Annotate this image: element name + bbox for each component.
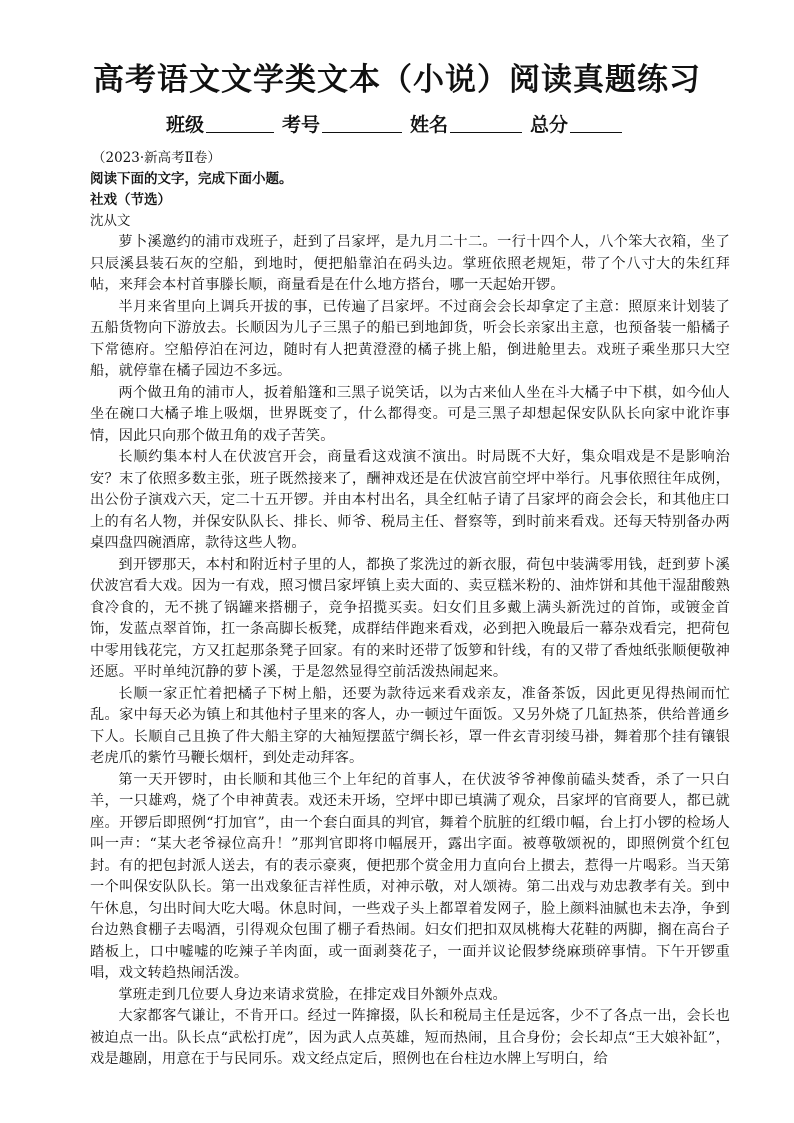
passage-paragraph: 萝卜溪邀约的浦市戏班子，赶到了吕家坪，是九月二十二。一行十四个人，八个笨大衣箱，坐了只辰溪县装石灰的空船，到地时，便把船靠泊在码头边。掌班依照老规矩，带了个八寸大的朱红拜帖，来拜会本村首事滕长顺，商量看是在什么地方搭台，哪一天起始开锣。 <box>90 234 730 293</box>
passage-body <box>90 232 730 1071</box>
passage-paragraph: 大家都客气谦让，不肯开口。经过一阵撺掇，队长和税局主任是远客，少不了各点一出，会长也被迫点一出。队长点“武松打虎”，因为武人点英雄，短而热闹，且合身份；会长却点“王大娘补缸”，戏是趣剧，用意在于与民同乐。戏文经点定后，照例也在台柱边水牌上写明白，给 <box>90 1008 730 1067</box>
passage-paragraph: 到开锣那天，本村和附近村子里的人，都换了浆洗过的新衣服，荷包中装满零用钱，赶到萝卜溪伏波宫看大戏。因为一有戏，照习惯吕家坪镇上卖大面的、卖豆糕米粉的、油炸饼和其他干湿甜酸熟食冷食的，无不挑了锅罐来搭棚子，竞争招揽买卖。妇女们且多戴上满头新洗过的首饰，或镀金首饰，发蓝点翠首饰，扛一条高脚长板凳，成群结伴跑来看戏，必到把入晚最后一幕杂戏看完，把荷包中零用钱花完，方又扛起那条凳子回家。有的来时还带了饭箩和针线，有的又带了香烛纸张顺便敬神还愿。平时单纯沉静的萝卜溪，于是忽然显得空前活泼热闹起来。 <box>90 556 730 680</box>
text-author: 沈从文 <box>90 213 131 229</box>
class-label: 班级 <box>165 114 204 136</box>
total-score-blank <box>570 112 622 133</box>
passage-paragraph: 长顺约集本村人在伏波宫开会，商量看这戏演不演出。时局既不大好，集众唱戏是不是影响治安？末了依照多数主张，班子既然接来了，酬神戏还是在伏波宫前空坪中举行。凡事依照往年成例，出公份子演戏六天，定二十五开锣。并由本村出名，具全红帖子请了吕家坪的商会会长，和其他庄口上的有名人物，并保安队队长、排长、师爷、税局主任、督察等，到时前来看戏。还每天特别备办两桌四盘四碗酒席，款待这些人物。 <box>90 449 730 551</box>
passage-paragraph: 第一天开锣时，由长顺和其他三个上年纪的首事人，在伏波爷爷神像前磕头焚香，杀了一只白羊，一只雄鸡，烧了个申神黄表。戏还未开场，空坪中即已填满了观众，吕家坪的官商要人，都已就座。开锣后即照例“打加官”，由一个套白面具的判官，舞着个肮脏的红缎巾幅，台上打小锣的检场人叫一声：“某大老爷禄位高升！”那判官即将巾幅展开，露出字面。被尊敬颂祝的，即照例赏个红包封。有的把包封派人送去，有的表示豪爽，便把那个赏金用力直向台上掼去，惹得一片喝彩。当天第一个叫保安队队长。第一出戏象征吉祥性质，对神示敬，对人颂祷。第二出戏与劝忠教孝有关。到中午休息，匀出时间大吃大喝。休息时间，一些戏子头上都罩着发网子，脸上颜料油腻也未去净，争到台边熟食棚子去喝酒，引得观众包围了棚子看热闹。妇女们把扣双凤桃梅大花鞋的两脚，搁在高台子踏板上，口中嘘嘘的吃辣子羊肉面，或一面剥葵花子，一面并议论假梦绕麻琐碎事情。下午开锣重唱，戏文转趋热闹活泼。 <box>90 771 730 981</box>
passage-paragraph: 长顺一家正忙着把橘子下树上船，还要为款待远来看戏亲友，准备茶饭，因此更见得热闹而忙乱。家中每天必为镇上和其他村子里来的客人，办一顿过午面饭。又另外烧了几缸热茶，供给普通乡下人。长顺自己且换了件大船主穿的大袖短摆蓝宁绸长衫，罩一件玄青羽绫马褂，舞着那个挂有镶银老虎爪的紫竹马鞭长烟杆，到处走动拜客。 <box>90 685 730 766</box>
total-score-label: 总分 <box>530 114 569 136</box>
passage-paragraph: 两个做丑角的浦市人，扳着船篷和三黑子说笑话，以为古来仙人坐在斗大橘子中下棋，如今仙人坐在碗口大橘子堆上吸烟，世界既变了，什么都得变。可是三黑子却想起保安队队长向家中讹诈事情，因此只向那个做丑角的戏子苦笑。 <box>90 384 730 444</box>
exam-number-label: 考号 <box>281 114 320 136</box>
exam-number-blank <box>322 112 402 133</box>
passage-paragraph: 半月来省里向上调兵开拔的事，已传遍了吕家坪。不过商会会长却拿定了主意：照原来计划装了五船货物向下游放去。长顺因为儿子三黑子的船已到地卸货，听会长亲家出主意，也预备装一船橘子下常德府。空船停泊在河边，随时有人把黄澄澄的橘子挑上船，倒进舱里去。戏班子乘坐那只大空船，就停靠在橘子园边不多远。 <box>90 298 730 379</box>
class-blank <box>206 112 274 133</box>
passage-paragraph: 掌班走到几位要人身边来请求赏脸，在排定戏目外额外点戏。 <box>118 986 507 1003</box>
name-label: 姓名 <box>410 114 449 136</box>
page-title: 高考语文文学类文本（小说）阅读真题练习 <box>93 62 701 98</box>
name-blank <box>450 112 522 133</box>
reading-instruction: 阅读下面的文字，完成下面小题。 <box>90 171 293 187</box>
question-source: （2023·新高考Ⅱ卷） <box>92 150 221 166</box>
student-info-row <box>64 112 730 138</box>
text-title: 社戏（节选） <box>90 192 171 208</box>
